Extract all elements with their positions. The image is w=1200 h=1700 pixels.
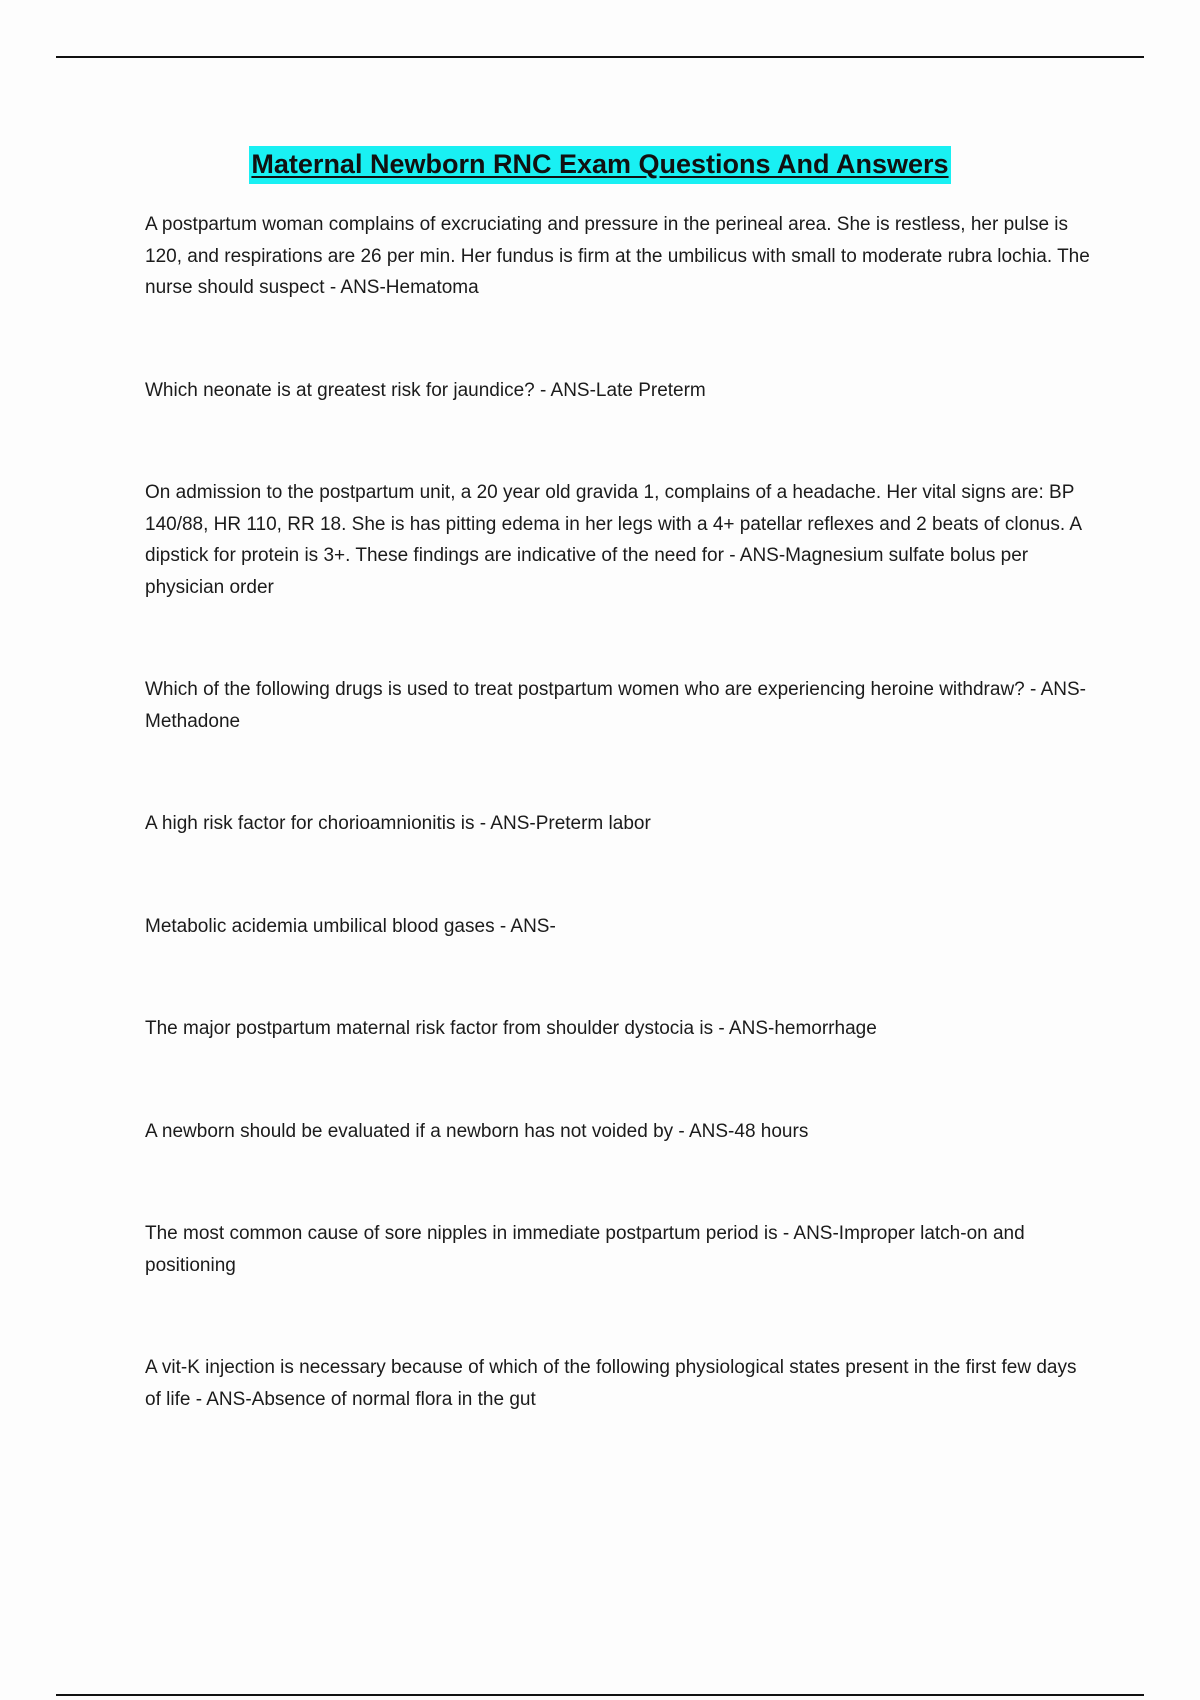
bottom-rule <box>56 1694 1144 1696</box>
qa-item-9: The most common cause of sore nipples in immediate postpartum period is - ANS-Improper latch-on and positioning <box>145 1223 1025 1276</box>
qa-item-3: On admission to the postpartum unit, a 20 year old gravida 1, complains of a headache. Her vital signs are: BP 140/88, HR 110, RR 18. She is has pitting edema in her legs with a 4+ patellar reflexes and 2 beats of clonus. A dipstick for protein is 3+. These findings are indicative of the need for - ANS-Magnesium sulfate bolus per physician order <box>145 482 1081 598</box>
qa-item-1: A postpartum woman complains of excruciating and pressure in the perineal area. She is restless, her pulse is 120, and respirations are 26 per min. Her fundus is firm at the umbilicus with small to moderate rubra lochia. The nurse should suspect - ANS-Hematoma <box>145 214 1090 298</box>
qa-item-5: A high risk factor for chorioamnionitis is - ANS-Preterm labor <box>145 813 651 834</box>
top-rule <box>56 56 1144 58</box>
qa-list <box>145 209 1090 1415</box>
title-container <box>0 146 1200 184</box>
qa-item-10: A vit-K injection is necessary because of which of the following physiological states present in the first few days of life - ANS-Absence of normal flora in the gut <box>145 1357 1077 1410</box>
qa-item-8: A newborn should be evaluated if a newborn has not voided by - ANS-48 hours <box>145 1120 809 1142</box>
qa-item-6: Metabolic acidemia umbilical blood gases - ANS- <box>145 915 556 937</box>
page-title: Maternal Newborn RNC Exam Questions And Answers <box>249 146 950 184</box>
qa-item-2: Which neonate is at greatest risk for jaundice? - ANS-Late Preterm <box>145 379 706 401</box>
qa-item-7: The major postpartum maternal risk factor from shoulder dystocia is - ANS-hemorrhage <box>145 1018 877 1039</box>
qa-item-4: Which of the following drugs is used to treat postpartum women who are experiencing heroine withdraw? - ANS-Methadone <box>145 679 1086 732</box>
